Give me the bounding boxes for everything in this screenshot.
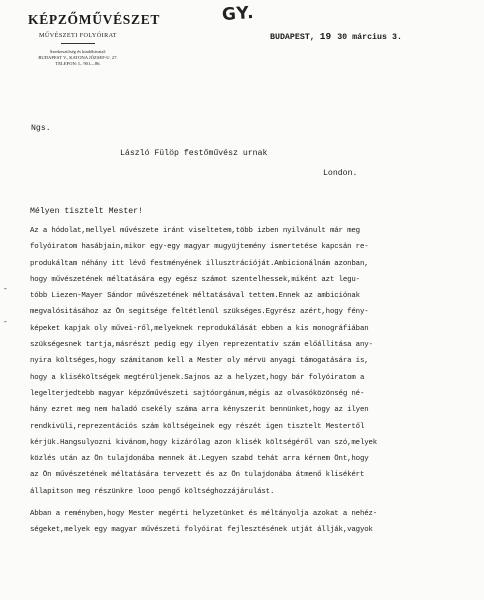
- body-line: legelterjedtebb magyar képzőművészeti sajtóorgánum,mégis az olvasóközönség né-: [30, 389, 365, 398]
- body-line: rendkivüli,reprezentációs szám költségeinek egy részét igen tisztelt Mestertől: [30, 422, 365, 431]
- body-line: hogy a kliséköltségek megtérüljenek.Sajnos az a helyzet,hogy bár folyóiratom a: [30, 373, 365, 382]
- body-line: állapitson meg részünkre looo pengő költséghozzájárulást.: [30, 487, 275, 496]
- margin-mark: -: [3, 318, 8, 327]
- recipient-city: London.: [323, 169, 358, 178]
- office-phone: TELEFON: L. 901—86.: [55, 61, 101, 67]
- body-line: produkáltam néhány itt lévő festményének illusztrációját.Ambicionálnám azonban,: [30, 259, 369, 268]
- body-line: az Ön művészetének méltatására tervezett és az Ön tulajdonába átmenő klisékért: [30, 471, 365, 480]
- date-line: [270, 31, 402, 42]
- magazine-subtitle: MŰVÉSZETI FOLYÓIRAT: [39, 32, 117, 39]
- body-line: megvalósitásához az Ön segitsége feltétlenül szükséges.Egyrész azért,hogy fény-: [30, 308, 369, 317]
- letter-body: [30, 223, 377, 539]
- body-line: közlés után az Ön tulajdonába mennek át.Legyen szabd tehát arra kérnem Önt,hogy: [30, 455, 369, 464]
- body-paragraph: [30, 223, 377, 500]
- date-year-prefix: 19: [319, 31, 332, 42]
- greeting: Mélyen tisztelt Mester!: [30, 207, 144, 216]
- body-line: folyóiratom hasábjain,mikor egy-egy magyar mugyüjtemény ismertetése kapcsán re-: [30, 243, 369, 252]
- closing-paragraph: [30, 506, 377, 539]
- date-filled: 30 március 3.: [337, 33, 402, 42]
- office-label: Szerkesztőség és kiadóhivatal:: [49, 49, 107, 54]
- body-line: tóbb Liezen-Mayer Sándor művészetének méltatásával tettem.Ennek az ambiciónak: [30, 292, 360, 301]
- handwritten-annotation: GY.: [221, 2, 256, 26]
- salutation-short: Ngs.: [31, 124, 51, 133]
- body-line: nyira költséges,hogy számitanom kell a Mester oly mérvü anyagi támogatására is,: [30, 357, 369, 366]
- body-line: szükségesnek tartja,másrészt pedig egy ilyen reprezentativ szám előállitása any-: [30, 341, 373, 350]
- date-place: BUDAPEST,: [270, 33, 315, 42]
- body-line: kérjük.Hangsulyozni kivánom,hogy kizárólag azon klisék költségéről van szó,melyek: [30, 438, 378, 447]
- body-line: hogy művészetének méltatására egy egész számot szentelhessek,miként azt legu-: [30, 275, 360, 284]
- office-address: BUDAPEST V., KATONA JÓZSEF-U. 27.: [38, 55, 118, 61]
- margin-mark: -: [3, 285, 8, 294]
- letterhead: [28, 12, 161, 68]
- body-line: ségeket,melyek egy magyar művészeti folyóirat fejlesztésének utját állják,vagyok: [30, 526, 373, 535]
- body-line: képeket kapjak oly művei-ről,melyeknek reprodukálását ebben a kis monográfiában: [30, 324, 369, 333]
- body-line: Az a hódolat,mellyel művészete iránt viseltetem,több izben nyilvánult már meg: [30, 227, 360, 235]
- magazine-title: KÉPZŐMŰVÉSZET: [28, 12, 161, 27]
- recipient-line: László Fülöp festőművész urnak: [120, 149, 268, 158]
- body-line: Abban a reményben,hogy Mester megérti helyzetünket és méltányolja azokat a nehéz-: [30, 510, 378, 519]
- body-line: hány ezret meg nem haladó csekély száma arra kényszerit bennünket,hogy az ilyen: [30, 406, 369, 415]
- letterhead-rule: [61, 43, 95, 44]
